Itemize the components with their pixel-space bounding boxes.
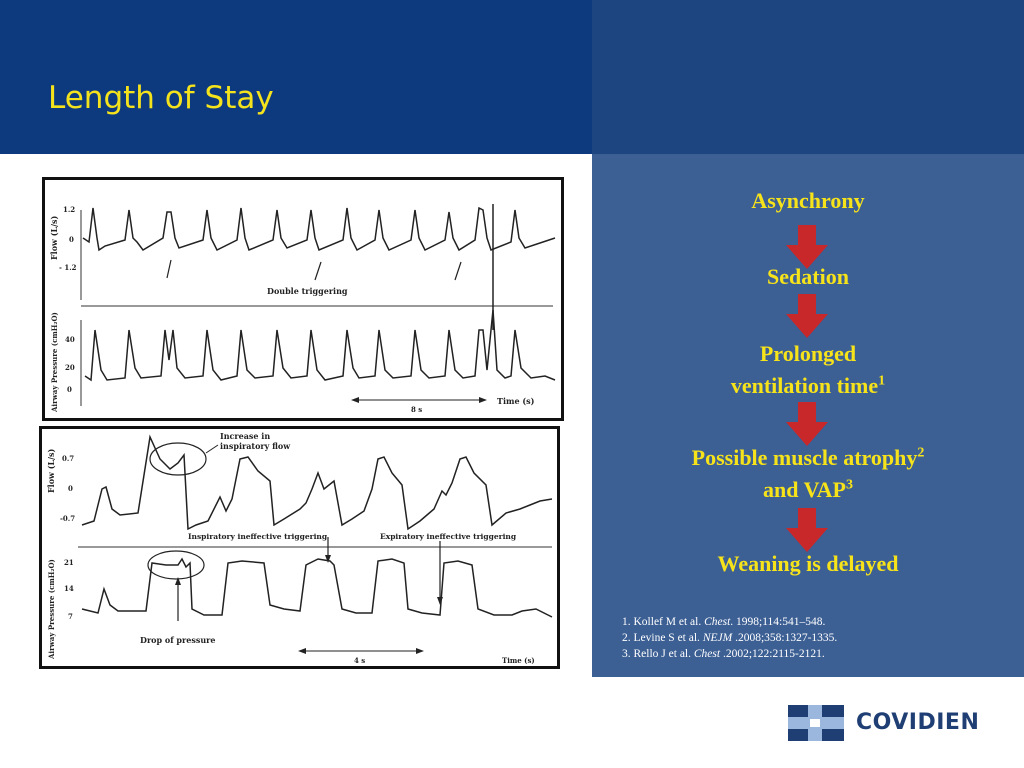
step-weaning-text: Weaning is delayed	[717, 551, 899, 576]
step-prolonged-ventilation	[592, 338, 1024, 402]
down-arrow-icon	[786, 294, 828, 338]
flow-tick: - 1.2	[59, 263, 77, 272]
flow-tick: 0.7	[62, 454, 75, 463]
step-asynchrony	[592, 185, 1024, 217]
time-scale-label: 4 s	[354, 656, 366, 665]
flow-tick: 1.2	[63, 205, 76, 214]
pressure-axis-label: Airway Pressure (cmH₂O)	[50, 312, 59, 412]
reference-marker: 1	[878, 373, 886, 389]
header-band	[0, 0, 592, 154]
slide-title: Length of Stay	[48, 80, 274, 116]
pressure-tick: 40	[65, 335, 75, 344]
pressure-axis-label: Airway Pressure (cmH₂O)	[47, 559, 56, 659]
pressure-tick: 14	[64, 584, 74, 593]
cross-logo-icon	[788, 705, 844, 741]
down-arrow-icon	[786, 508, 828, 552]
pressure-waveform	[82, 559, 552, 617]
flow-tick: 0	[69, 235, 74, 244]
expiratory-ineffective-label: Expiratory ineffective triggering	[380, 532, 517, 541]
time-axis-label: Time (s)	[502, 656, 535, 665]
pressure-tick: 0	[67, 385, 72, 394]
step-sedation	[592, 261, 1024, 293]
inspiratory-ineffective-label: Inspiratory ineffective triggering	[188, 532, 328, 541]
increase-flow-label: Increase in	[220, 431, 271, 441]
reference-item: 1. Kollef M et al. Chest. 1998;114:541–548.	[622, 616, 826, 628]
time-scale-label: 8 s	[411, 405, 423, 414]
covidien-logo	[788, 705, 988, 743]
flow-waveform	[83, 208, 555, 250]
step-muscle-atrophy	[592, 442, 1024, 506]
drop-of-pressure-label: Drop of pressure	[140, 635, 216, 645]
flow-tick: -0.7	[60, 514, 76, 523]
step-prolonged-line2: ventilation time	[730, 373, 879, 398]
ineffective-triggering-figure	[39, 426, 560, 669]
reference-marker: 3	[845, 477, 853, 493]
down-arrow-icon	[786, 402, 828, 446]
flow-tick: 0	[68, 484, 73, 493]
double-triggering-label: Double triggering	[267, 286, 348, 296]
flow-axis-label: Flow (L/s)	[49, 215, 59, 260]
step-weaning-delayed	[592, 548, 1024, 580]
double-triggering-figure	[42, 177, 564, 421]
pressure-tick: 20	[65, 363, 75, 372]
step-atrophy-line1: Possible muscle atrophy	[691, 445, 918, 470]
header-band-right	[592, 0, 1024, 154]
references-list	[622, 614, 1012, 662]
step-prolonged-line1: Prolonged	[759, 341, 857, 366]
flow-waveform	[82, 437, 552, 529]
flow-axis-label: Flow (L/s)	[46, 448, 56, 493]
brand-name: COVIDIEN	[856, 710, 980, 735]
increase-flow-label-line2: inspiratory flow	[220, 441, 291, 451]
pressure-tick: 21	[64, 558, 74, 567]
time-axis-label: Time (s)	[497, 396, 535, 406]
reference-marker: 2	[917, 445, 925, 461]
reference-item: 3. Rello J et al. Chest .2002;122:2115-2121.	[622, 648, 825, 660]
step-sedation-text: Sedation	[767, 264, 849, 289]
step-atrophy-line2: and VAP	[763, 477, 846, 502]
reference-item: 2. Levine S et al. NEJM .2008;358:1327-1335.	[622, 632, 838, 644]
step-asynchrony-text: Asynchrony	[751, 188, 865, 213]
pressure-tick: 7	[68, 612, 73, 621]
pressure-waveform	[85, 310, 555, 380]
